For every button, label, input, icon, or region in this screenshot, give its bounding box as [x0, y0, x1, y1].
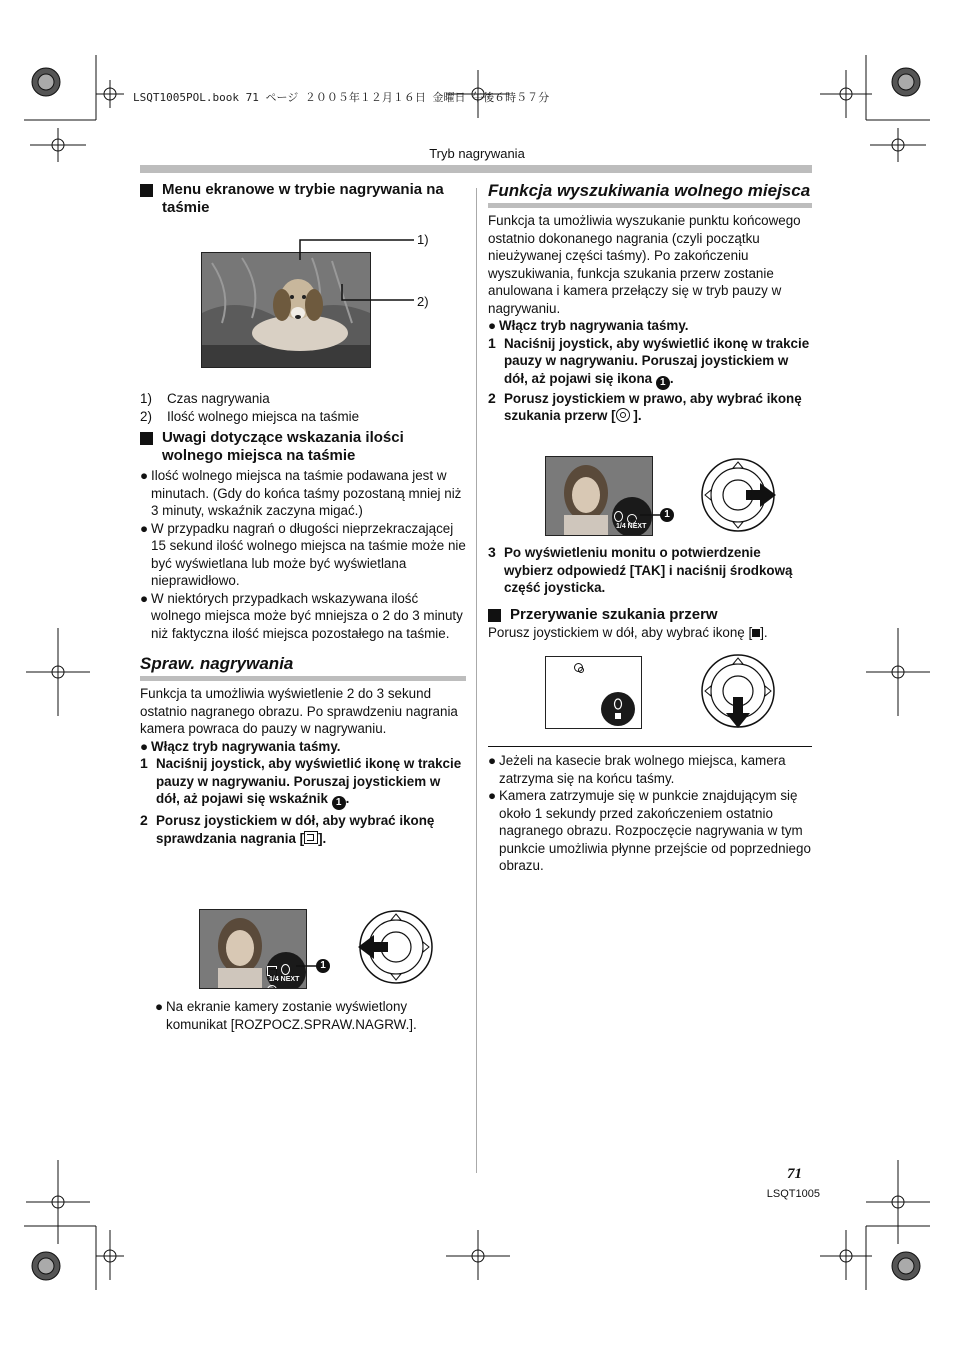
column-divider [476, 188, 477, 1173]
notes-heading: Uwagi dotyczące wskazania ilości wolnego miejsca na taśmie [140, 429, 466, 465]
blank-search-icon [574, 663, 583, 672]
figure-leader-left [296, 958, 318, 974]
header-bar [140, 165, 812, 173]
rec-check-icon [304, 831, 318, 844]
osd-next: 1/4 NEXT [269, 976, 300, 983]
blank-search-icon [267, 985, 277, 989]
figure-label-1-left: 1 [316, 959, 330, 973]
rec-check-icon [267, 966, 277, 976]
indicator-1-icon: 1 [332, 796, 346, 810]
step-2: 2 Porusz joystickiem w dół, aby wybrać ikonę sprawdzania nagrania [ ]. [140, 812, 435, 846]
step-1: 1 Naciśnij joystick, aby wyświetlić ikonę w trakcie pauzy w nagrywaniu. Poruszaj joystickiem w dół, aż pojawi się ikona 1 . [488, 334, 810, 388]
section-rule [488, 203, 812, 208]
joystick-right-icon [698, 457, 778, 533]
right-column [488, 181, 812, 425]
left-column [140, 181, 466, 217]
note-item: ● Jeżeli na kasecie brak wolnego miejsca, kamera zatrzyma się na końcu taśmy. [488, 753, 786, 786]
callout-2: 2) [417, 294, 429, 309]
figure-label-1-right: 1 [660, 508, 674, 522]
square-bullet-icon [488, 609, 501, 622]
page-header-title: Tryb nagrywania [429, 146, 525, 161]
note-item: ● W niektórych przypadkach wskazywana ilość wolnego miejsca może być mniejsza o 2 do 3 minuty niż faktyczna ilość miejsca pozostałego na taśmie. [140, 590, 463, 641]
note-item: ● Kamera zatrzymuje się w punkcie znajdującym się około 1 sekundy przed zakończeniem ostatnio nagranego obrazu. Rozpoczęcie nagrywania w tym punkcie umożliwia płynne przejście od poprzedniego obrazu. [488, 788, 811, 873]
mode-bullet: ● Włącz tryb nagrywania taśmy. [488, 318, 689, 333]
search-intro: Funkcja ta umożliwia wyszukanie punktu końcowego ostatnio dokonanego nagrania (czyli początku nieużywanej części taśmy). Po zakończeniu wyszukiwania, funkcja szukania przerw zostanie anulowana i kamera przełączy się w tryb pauzy w nagrywaniu. [488, 213, 801, 316]
note-item: ● Na ekranie kamery zostanie wyświetlony komunikat [ROZPOCZ.SPRAW.NAGRW.]. [155, 999, 417, 1032]
joystick-down-icon [698, 653, 778, 729]
square-bullet-icon [140, 432, 153, 445]
menu-heading: Menu ekranowe w trybie nagrywania na taśmie [140, 181, 466, 217]
section-title-blank-search: Funkcja wyszukiwania wolnego miejsca [488, 181, 811, 200]
cancel-heading: Przerywanie szukania przerw [488, 606, 812, 624]
note-item: ● Ilość wolnego miejsca na taśmie podawana jest w minutach. (Gdy do końca taśmy pozostaną mniej niż 3 minuty, wskaźnik zaczyna migać.) [140, 468, 462, 518]
blank-search-icon [616, 408, 630, 422]
cancel-text: Porusz joystickiem w dół, aby wybrać ikonę [ ]. [488, 624, 768, 640]
joystick-left-icon [356, 909, 436, 985]
step-1: 1 Naciśnij joystick, aby wyświetlić ikonę w trakcie pauzy w nagrywaniu. Poruszaj joystickiem w dół, aż pojawi się wskaźnik 1 . [140, 755, 462, 808]
notes-rule [488, 746, 812, 747]
section-title-check: Spraw. nagrywania [140, 654, 294, 673]
woman-screen-photo-left [199, 909, 307, 989]
callout-1: 1) [417, 232, 429, 247]
figure-leader-right [640, 507, 662, 523]
step-3: 3 Po wyświetleniu monitu o potwierdzenie wybierz odpowiedź [TAK] i naciśnij środkową część joysticka. [488, 544, 793, 595]
mode-bullet: ● Włącz tryb nagrywania taśmy. [140, 738, 341, 754]
document-code: LSQT1005 [766, 1188, 820, 1200]
callout-lines [290, 232, 420, 312]
left-column-text [140, 390, 466, 847]
cancel-screen [545, 656, 642, 729]
square-bullet-icon [140, 184, 153, 197]
woman-screen-photo-right [545, 456, 653, 536]
right-notes [488, 752, 812, 875]
osd-next: 1/4 NEXT [616, 523, 647, 530]
check-intro: Funkcja ta umożliwia wyświetlenie 2 do 3 sekund ostatnio nagranego obrazu. Po sprawdzeniu nagrania kamera powraca do pauzy w nagrywaniu. [140, 686, 458, 736]
left-after-note [155, 998, 465, 1033]
section-rule [140, 676, 466, 681]
step-2: 2 Porusz joystickiem w prawo, aby wybrać ikonę szukania przerw [ ]. [488, 389, 802, 423]
print-header: LSQT1005POL.book 71 ページ ２００５年１２月１６日 金曜日 午後６時５７分 [133, 91, 550, 104]
note-item: ● W przypadku nagrań o długości nieprzekraczającej 15 sekund ilość wolnego miejsca na taśmie może nie być wyświetlana lub może być wyświetlana nieprawidłowo. [140, 520, 466, 588]
stop-icon [752, 629, 760, 637]
indicator-1-icon: 1 [656, 376, 670, 390]
legend-item-2: 2) Ilość wolnego miejsca na taśmie [140, 408, 360, 424]
legend-item-1: 1) Czas nagrywania [140, 391, 270, 406]
right-column-lower [488, 544, 812, 641]
page-number: 71 [787, 1166, 802, 1182]
